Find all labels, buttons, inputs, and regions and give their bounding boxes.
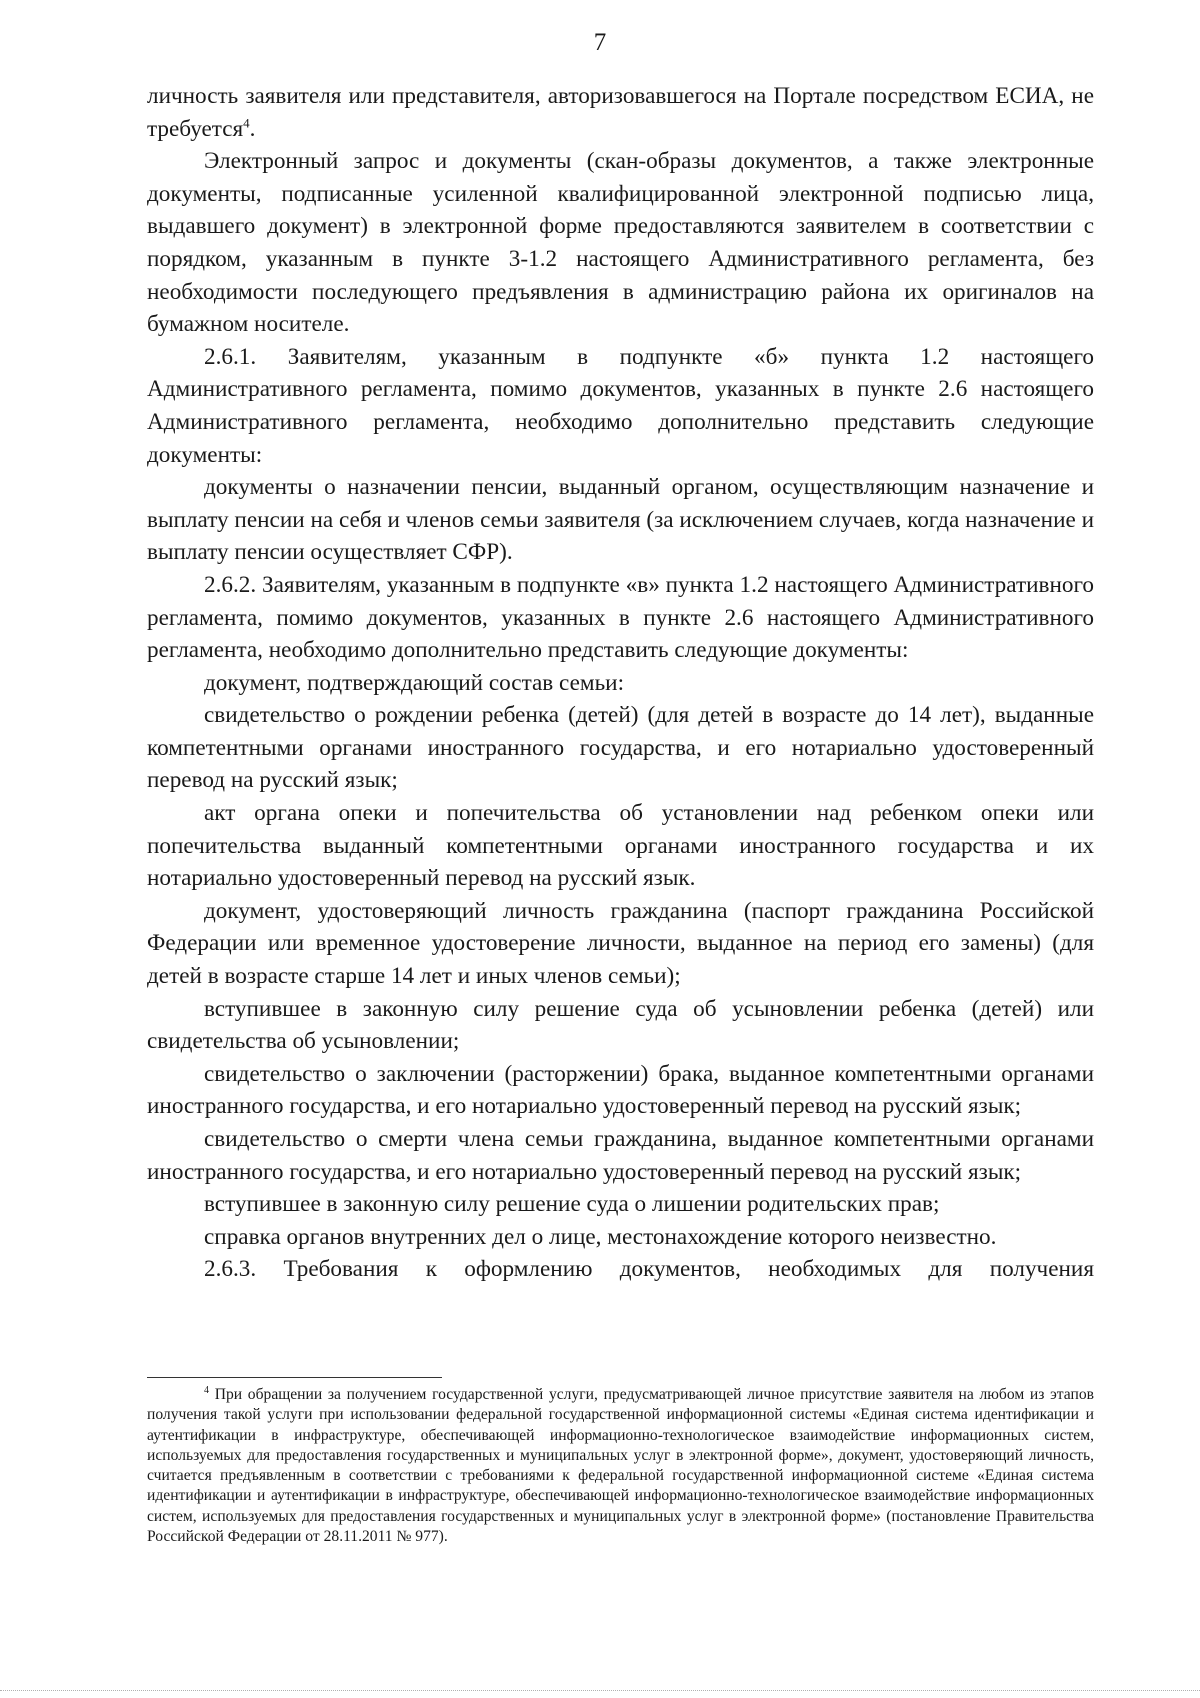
paragraph-text: личность заявителя или представителя, авторизовавшегося на Портале посредством ЕСИА, не требуется bbox=[147, 83, 1094, 142]
footnote-separator bbox=[147, 1377, 442, 1378]
paragraph-adoption-decision: вступившее в законную силу решение суда об усыновлении ребенка (детей) или свидетельства об усыновлении; bbox=[147, 995, 1094, 1055]
paragraph-deprivation-of-rights: вступившее в законную силу решение суда о лишении родительских прав; bbox=[204, 1191, 940, 1218]
paragraph-death-certificate: свидетельство о смерти члена семьи гражданина, выданное компетентными органами иностранного государства, и его нотариально удостоверенный перевод на русский язык; bbox=[147, 1126, 1094, 1185]
paragraph-electronic-request: Электронный запрос и документы (скан-образы документов, а также электронные документы, подписанные усиленной квалифицированной электронной подписью лица, выдавшего документ) в электронной форме предоставляются заявителем в соответствии с порядком, указанным в пункте 3-1.2 настоящего Административного регламента, без необходимости последующего предъявления в администрацию района их оригиналов на бумажном носителе. bbox=[147, 148, 1094, 338]
paragraph-birth-certificate: свидетельство о рождении ребенка (детей) (для детей в возрасте до 14 лет), выданные компетентными органами иностранного государства, и его нотариально удостоверенный перевод на русский язык; bbox=[147, 702, 1094, 794]
paragraph-2-6-2: 2.6.2. Заявителям, указанным в подпункте «в» пункта 1.2 настоящего Административного регламента, помимо документов, указанных в пункте 2.6 настоящего Административного регламента, необходимо дополнительно представить следующие документы: bbox=[147, 571, 1094, 664]
footnote-text: При обращении за получением государственной услуги, предусматривающей личное присутствие заявителя на любом из этапов получения такой услуги при использовании федеральной государственной информационной системы «Единая система идентификации и аутентификации в инфраструктуре, обеспечивающей информационно-технологическое взаимодействие информационных систем, используемых для предоставления государственных и муниципальных услуг в электронной форме», документ, удостоверяющий личность, считается предъявленным в соответствии с требованиями к федеральной государственной информационной системе «Единая система идентификации и аутентификации в инфраструктуре, обеспечивающей информационно-технологическое взаимодействие информационных систем, используемых для предоставления государственных и муниципальных услуг в электронной форме» (постановление Правительства Российской Федерации от 28.11.2011 № 977). bbox=[147, 1386, 1095, 1546]
paragraph-identity-document: документ, удостоверяющий личность гражданина (паспорт гражданина Российской Федерации или временное удостоверение личности, выданное на период его замены) (для детей в возрасте старше 14 лет и иных членов семьи); bbox=[147, 897, 1094, 990]
paragraph-family-composition: документ, подтверждающий состав семьи: bbox=[204, 669, 625, 696]
paragraph-identity-not-required bbox=[147, 80, 1094, 145]
scan-edge-line bbox=[0, 1690, 1200, 1691]
footnote-mark: 4 bbox=[204, 1384, 209, 1396]
paragraph-marriage-certificate: свидетельство о заключении (расторжении) брака, выданное компетентными органами иностранного государства, и его нотариально удостоверенный перевод на русский язык; bbox=[147, 1060, 1094, 1120]
paragraph-police-certificate: справка органов внутренних дел о лице, местонахождение которого неизвестно. bbox=[204, 1223, 997, 1250]
page-number: 7 bbox=[593, 29, 607, 56]
footnote-paragraph bbox=[147, 1385, 1094, 1547]
main-text bbox=[147, 80, 1094, 1286]
paragraph-pension-documents: документы о назначении пенсии, выданный органом, осуществляющим назначение и выплату пенсии на себя и членов семьи заявителя (за исключением случаев, когда назначение и выплату пенсии осуществляет СФР). bbox=[147, 474, 1094, 566]
footnote-reference: 4 bbox=[243, 114, 250, 130]
paragraph-2-6-3: 2.6.3. Требования к оформлению документов, необходимых для получения bbox=[204, 1256, 1094, 1283]
paragraph-end: . bbox=[249, 115, 256, 142]
footnote bbox=[147, 1385, 1094, 1547]
paragraph-guardianship-act: акт органа опеки и попечительства об установлении над ребенком опеки или попечительства выданный компетентными органами иностранного государства и их нотариально удостоверенный перевод на русский язык. bbox=[147, 800, 1094, 892]
paragraph-2-6-1: 2.6.1. Заявителям, указанным в подпункте «б» пункта 1.2 настоящего Административного регламента, помимо документов, указанных в пункте 2.6 настоящего Административного регламента, необходимо дополнительно представить следующие документы: bbox=[147, 343, 1094, 468]
